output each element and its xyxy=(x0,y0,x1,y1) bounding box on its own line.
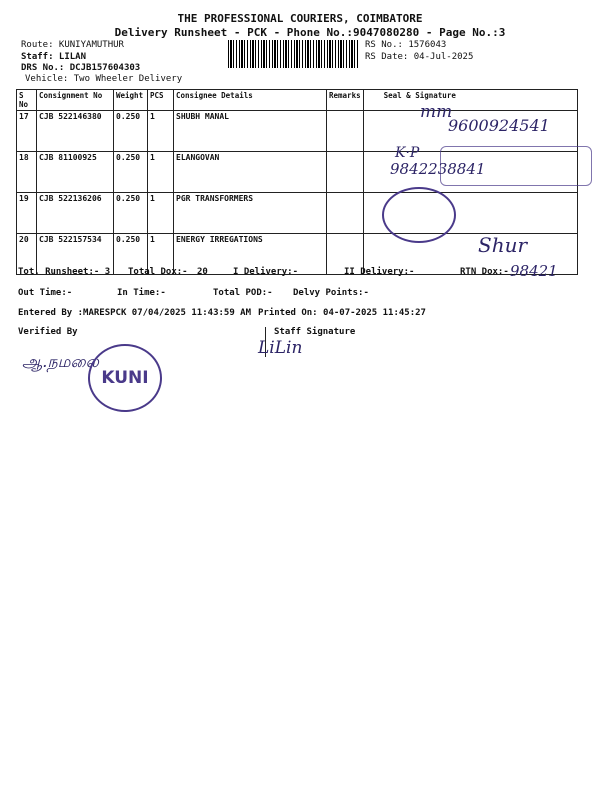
cell-consignment: CJB 522136206 xyxy=(37,193,114,234)
i-delivery-label: I Delivery:- xyxy=(233,267,299,277)
header-seal: Seal & Signature xyxy=(363,90,577,111)
cell-consignee: ENERGY IRREGATIONS xyxy=(174,234,327,275)
rs-date: RS Date: 04-Jul-2025 xyxy=(365,52,474,62)
cell-weight: 0.250 xyxy=(114,152,148,193)
total-dox-value: 20 xyxy=(197,267,208,277)
staff-label: Staff: LILAN xyxy=(21,52,87,62)
cell-pcs: 1 xyxy=(148,152,174,193)
cell-pcs: 1 xyxy=(148,193,174,234)
staff-signature: LiLin xyxy=(258,338,303,358)
entered-by: Entered By :MARESPCK 07/04/2025 11:43:59 AM xyxy=(18,308,251,318)
signature-row17: mm xyxy=(420,102,453,122)
cell-consignee: SHUBH MANAL xyxy=(174,111,327,152)
header-pcs: PCS xyxy=(148,90,174,111)
cell-sno: 18 xyxy=(17,152,37,193)
header-remarks: Remarks xyxy=(327,90,364,111)
cell-weight: 0.250 xyxy=(114,234,148,275)
verified-by-label: Verified By xyxy=(18,327,78,337)
signature-row20: Shur xyxy=(478,233,528,257)
total-runsheet: Tot. Runsheet:- 3 xyxy=(18,267,111,277)
cell-pcs: 1 xyxy=(148,111,174,152)
total-dox-label: Total Dox:- xyxy=(128,267,188,277)
cell-sno: 19 xyxy=(17,193,37,234)
header-weight: Weight xyxy=(114,90,148,111)
rtn-handwriting: 98421 xyxy=(510,262,558,280)
header-consignee: Consignee Details xyxy=(174,90,327,111)
cell-remarks xyxy=(327,152,364,193)
cell-sno: 20 xyxy=(17,234,37,275)
kuni-stamp-icon: KUNI xyxy=(88,344,162,412)
cell-weight: 0.250 xyxy=(114,193,148,234)
round-seal-icon xyxy=(382,187,456,243)
total-pod-label: Total POD:- xyxy=(213,288,273,298)
ii-delivery-label: II Delivery:- xyxy=(344,267,415,277)
cell-remarks xyxy=(327,111,364,152)
header-consignment: Consignment No xyxy=(37,90,114,111)
signature-row18: K·P xyxy=(395,145,420,161)
verifier-signature: ஆ.நமலை xyxy=(22,352,99,371)
cell-weight: 0.250 xyxy=(114,111,148,152)
cell-sno: 17 xyxy=(17,111,37,152)
cell-consignee: ELANGOVAN xyxy=(174,152,327,193)
in-time-label: In Time:- xyxy=(117,288,166,298)
delvy-points-label: Delvy Points:- xyxy=(293,288,369,298)
phone-row17: 9600924541 xyxy=(448,116,550,135)
drs-number: DRS No.: DCJB157604303 xyxy=(21,63,141,73)
rs-number: RS No.: 1576043 xyxy=(365,40,447,50)
table-header-row xyxy=(17,90,578,111)
cell-remarks xyxy=(327,193,364,234)
cell-consignment: CJB 522157534 xyxy=(37,234,114,275)
out-time-label: Out Time:- xyxy=(18,288,73,298)
vehicle-label: Vehicle: Two Wheeler Delivery xyxy=(25,74,183,84)
cell-consignment: CJB 81100925 xyxy=(37,152,114,193)
printed-on: Printed On: 04-07-2025 11:45:27 xyxy=(258,308,426,318)
table-row xyxy=(17,193,578,234)
barcode-image xyxy=(228,40,358,68)
rtn-dox-label: RTN Dox:- xyxy=(460,267,509,277)
route-label: Route: KUNIYAMUTHUR xyxy=(21,40,124,50)
cell-consignee: PGR TRANSFORMERS xyxy=(174,193,327,234)
cell-consignment: CJB 522146380 xyxy=(37,111,114,152)
staff-signature-label: Staff Signature xyxy=(274,327,356,337)
runsheet-subtitle: Delivery Runsheet - PCK - Phone No.:9047080280 - Page No.:3 xyxy=(114,26,506,39)
header-sno: S No xyxy=(17,90,37,111)
cell-pcs: 1 xyxy=(148,234,174,275)
phone-row18: 9842238841 xyxy=(390,160,486,178)
company-title: THE PROFESSIONAL COURIERS, COIMBATORE xyxy=(177,12,423,25)
